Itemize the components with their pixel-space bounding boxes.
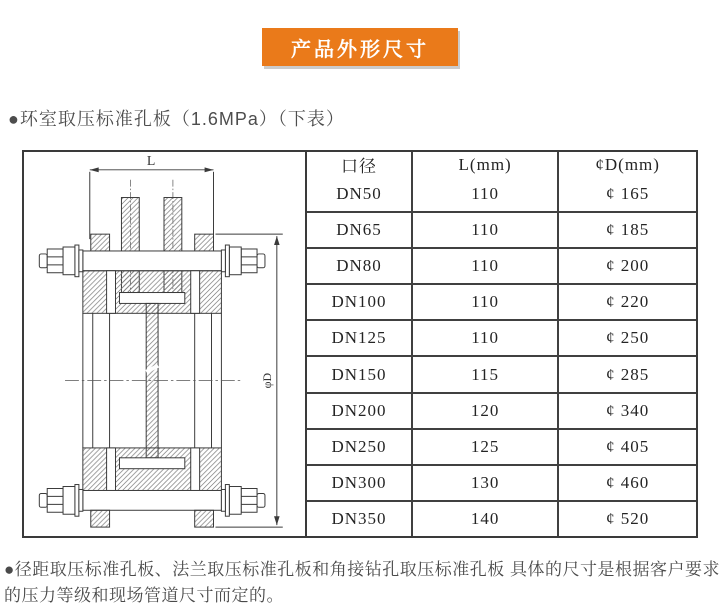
table-cell: 110 [412, 248, 558, 284]
col-header-flange: ¢D(mm) [558, 152, 696, 177]
dims-table-body [307, 177, 696, 536]
length-dim-label: L [146, 152, 156, 168]
table-header-row [307, 152, 696, 177]
spec-panel [22, 150, 698, 538]
table-cell: DN50 [307, 177, 412, 212]
table-cell: 110 [412, 284, 558, 320]
table-row [307, 284, 696, 320]
diameter-dim-label: φD [259, 372, 274, 389]
col-header-length: L(mm) [412, 152, 558, 177]
table-cell: DN350 [307, 501, 412, 536]
table-cell: ¢ 460 [558, 465, 696, 501]
table-cell: 110 [412, 177, 558, 212]
orifice-plate-drawing [24, 152, 305, 536]
table-cell: 115 [412, 356, 558, 392]
table-cell: 140 [412, 501, 558, 536]
table-cell: 110 [412, 212, 558, 248]
table-cell: ¢ 520 [558, 501, 696, 536]
table-row [307, 320, 696, 356]
table-row [307, 465, 696, 501]
table-row [307, 212, 696, 248]
table-cell: ¢ 405 [558, 429, 696, 465]
table-cell: DN125 [307, 320, 412, 356]
table-cell: 110 [412, 320, 558, 356]
table-cell: 125 [412, 429, 558, 465]
table-cell: ¢ 185 [558, 212, 696, 248]
table-cell: DN300 [307, 465, 412, 501]
table-cell: ¢ 250 [558, 320, 696, 356]
table-cell: DN100 [307, 284, 412, 320]
page-title-banner [262, 28, 458, 66]
section-note: ●环室取压标准孔板（1.6MPa）（下表） [8, 109, 345, 129]
table-cell: ¢ 200 [558, 248, 696, 284]
table-row [307, 356, 696, 392]
length-dimension [90, 167, 214, 239]
table-cell: ¢ 285 [558, 356, 696, 392]
table-row [307, 429, 696, 465]
bottom-flange-assembly [39, 448, 265, 527]
dimension-table-container [305, 152, 696, 536]
col-header-diameter: 口径 [307, 152, 412, 177]
table-cell: DN80 [307, 248, 412, 284]
dimension-table [307, 152, 696, 536]
table-cell: 130 [412, 465, 558, 501]
table-row [307, 177, 696, 212]
table-cell: DN200 [307, 393, 412, 429]
page-title: 产品外形尺寸 [291, 38, 429, 61]
table-row [307, 501, 696, 536]
table-cell: ¢ 220 [558, 284, 696, 320]
table-cell: ¢ 165 [558, 177, 696, 212]
table-cell: ¢ 340 [558, 393, 696, 429]
table-cell: DN65 [307, 212, 412, 248]
table-row [307, 248, 696, 284]
table-cell: DN250 [307, 429, 412, 465]
engineering-drawing-svg [24, 152, 305, 536]
top-flange-assembly [39, 234, 265, 313]
table-row [307, 393, 696, 429]
table-cell: 120 [412, 393, 558, 429]
table-cell: DN150 [307, 356, 412, 392]
footnote-text: ●径距取压标准孔板、法兰取压标准孔板和角接钻孔取压标准孔板 具体的尺寸是根据客户要求的压力等级和现场管道尺寸而定的。 [4, 560, 720, 605]
